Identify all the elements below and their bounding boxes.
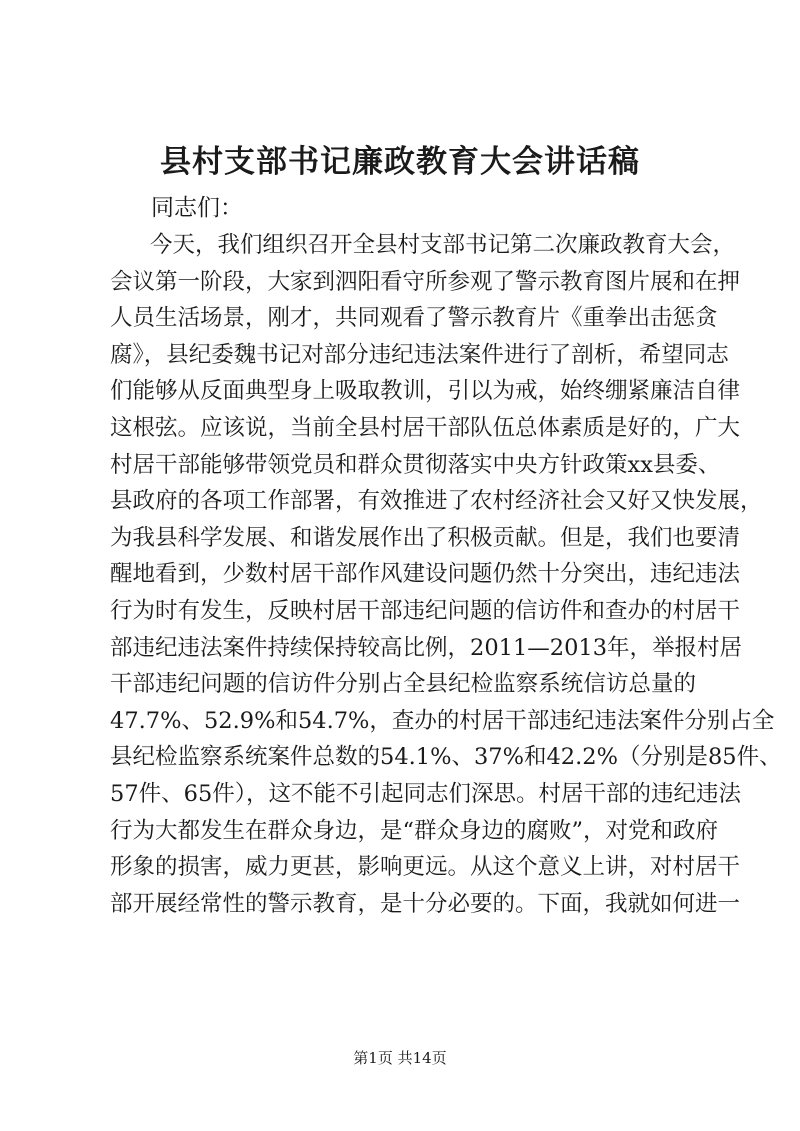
- text-line: 人员生活场景，刚才，共同观看了警示教育片《重拳出击惩贪: [110, 305, 718, 332]
- text-line: 这根弦。应该说，当前全县村居干部队伍总体素质是好的，广大: [110, 414, 741, 441]
- text-line: 会议第一阶段，大家到泗阳看守所参观了警示教育图片展和在押: [110, 268, 741, 295]
- text-line: 部违纪违法案件持续保持较高比例，2011—2013年，举报村居: [110, 634, 743, 661]
- page-number: 第1页 共14页: [353, 1049, 447, 1067]
- salutation: 同志们：: [151, 195, 243, 221]
- text-line: 形象的损害，威力更甚，影响更远。从这个意义上讲，对村居干: [110, 854, 741, 881]
- text-line: 今天，我们组织召开全县村支部书记第二次廉政教育大会，: [150, 232, 736, 258]
- text-line: 县政府的各项工作部署，有效推进了农村经济社会又好又快发展，: [110, 488, 763, 515]
- text-line: 干部违纪问题的信访件分别占全县纪检监察系统信访总量的: [110, 671, 696, 698]
- document-title: 县村支部书记廉政教育大会讲话稿: [160, 144, 640, 180]
- text-line: 行为大都发生在群众身边，是“群众身边的腐败”，对党和政府: [110, 817, 719, 844]
- text-line: 为我县科学发展、和谐发展作出了积极贡献。但是，我们也要清: [110, 524, 741, 551]
- text-line: 腐》，县纪委魏书记对部分违纪违法案件进行了剖析，希望同志: [110, 341, 729, 368]
- body-text: [110, 227, 782, 922]
- text-line: 醒地看到，少数村居干部作风建设问题仍然十分突出，违纪违法: [110, 561, 741, 588]
- text-line: 47.7%、52.9%和54.7%，查办的村居干部违纪违法案件分别占全: [110, 707, 775, 734]
- text-line: 们能够从反面典型身上吸取教训，引以为戒，始终绷紧廉洁自律: [110, 378, 741, 405]
- text-line: 县纪检监察系统案件总数的54.1%、37%和42.2%（分别是85件、: [110, 744, 782, 771]
- text-line: 部开展经常性的警示教育，是十分必要的。下面，我就如何进一: [110, 890, 741, 917]
- text-line: 村居干部能够带领党员和群众贯彻落实中央方针政策xx县委、: [110, 451, 721, 478]
- text-line: 57件、65件），这不能不引起同志们深思。村居干部的违纪违法: [110, 780, 742, 807]
- text-line: 行为时有发生，反映村居干部违纪问题的信访件和查办的村居干: [110, 597, 741, 624]
